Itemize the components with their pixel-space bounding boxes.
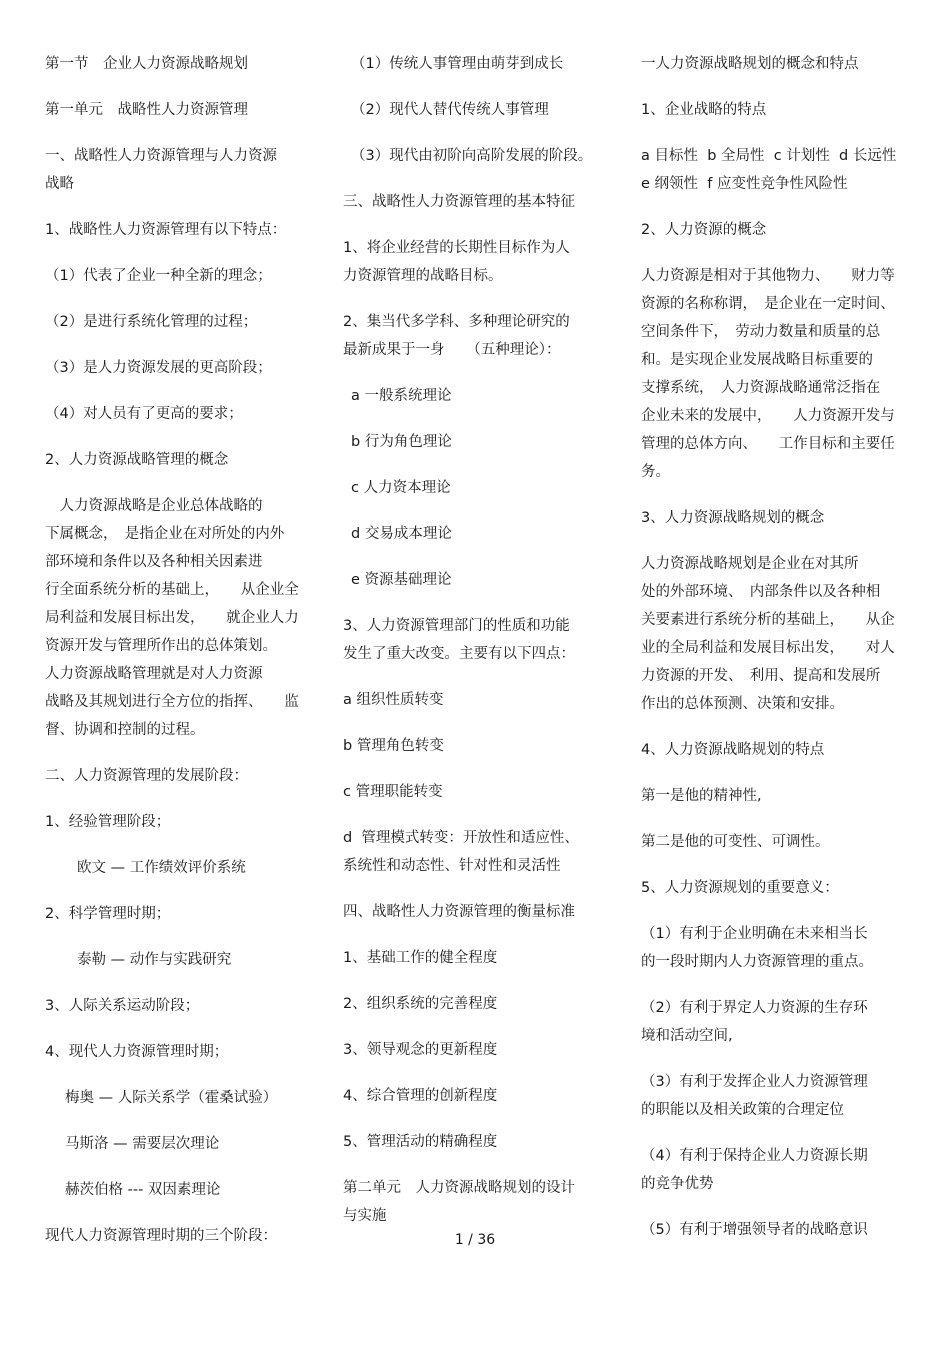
paragraph: b 管理角色转变 <box>343 738 444 754</box>
paragraph: 2、人力资源的概念 <box>641 222 767 238</box>
paragraph: a 目标性 b 全局性 c 计划性 d 长远性 e 纲领性 f 应变性竞争性风险性 <box>641 148 897 192</box>
paragraph: 5、人力资源规划的重要意义： <box>641 880 839 896</box>
paragraph: d 交易成本理论 <box>351 526 452 542</box>
paragraph: 2、集当代多学科、多种理论研究的 最新成果于一身 （五种理论）： <box>343 314 570 358</box>
paragraph: 马斯洛 — 需要层次理论 <box>65 1136 220 1152</box>
paragraph: 4、综合管理的创新程度 <box>343 1088 498 1104</box>
paragraph: b 行为角色理论 <box>351 434 452 450</box>
paragraph: 1、将企业经营的长期性目标作为人 力资源管理的战略目标。 <box>343 240 570 284</box>
paragraph: 2、科学管理时期； <box>45 906 171 922</box>
column-left <box>45 50 313 1268</box>
paragraph: 第二单元 人力资源战略规划的设计 与实施 <box>343 1180 575 1224</box>
paragraph: c 管理职能转变 <box>343 784 443 800</box>
paragraph: d 管理模式转变：开放性和适应性、 系统性和动态性、针对性和灵活性 <box>343 830 579 874</box>
paragraph: 3、人力资源管理部门的性质和功能 发生了重大改变。主要有以下四点： <box>343 618 575 662</box>
paragraph: （1）代表了企业一种全新的理念； <box>45 268 272 284</box>
paragraph: 第一是他的精神性, <box>641 788 762 804</box>
paragraph: （3）有利于发挥企业人力资源管理 的职能以及相关政策的合理定位 <box>641 1074 868 1118</box>
column-right <box>641 50 911 1262</box>
paragraph: （2）现代人替代传统人事管理 <box>351 102 549 118</box>
paragraph: 一、战略性人力资源管理与人力资源 战略 <box>45 148 277 192</box>
paragraph: 3、人力资源战略规划的概念 <box>641 510 825 526</box>
paragraph: 1、经验管理阶段； <box>45 814 171 830</box>
paragraph: 1、战略性人力资源管理有以下特点： <box>45 222 287 238</box>
paragraph: 泰勒 — 动作与实践研究 <box>77 952 232 968</box>
paragraph: （2）有利于界定人力资源的生存环 境和活动空间, <box>641 1000 868 1044</box>
paragraph: 1、基础工作的健全程度 <box>343 950 498 966</box>
paragraph: （1）有利于企业明确在未来相当长 的一段时期内人力资源管理的重点。 <box>641 926 873 970</box>
paragraph: 现代人力资源管理时期的三个阶段： <box>45 1228 277 1244</box>
paragraph: a 组织性质转变 <box>343 692 444 708</box>
paragraph: （2）是进行系统化管理的过程； <box>45 314 258 330</box>
paragraph: 人力资源是相对于其他物力、 财力等 资源的名称称谓， 是企业在一定时间、 空间条件下， 劳动力数量和质量的总 和。是实现企业发展战略目标重要的 支撑系统， 人力资源战略通常泛指在 企业未来的发展中， 人力资源开发与 管理的总体方向、 工作目标和主要任 务。 <box>641 268 895 480</box>
paragraph: 3、领导观念的更新程度 <box>343 1042 498 1058</box>
paragraph: 三、战略性人力资源管理的基本特征 <box>343 194 575 210</box>
paragraph: （3）现代由初阶向高阶发展的阶段。 <box>351 148 593 164</box>
paragraph: 二、人力资源管理的发展阶段： <box>45 768 248 784</box>
paragraph: 一人力资源战略规划的概念和特点 <box>641 56 859 72</box>
paragraph: 赫茨伯格 --- 双因素理论 <box>65 1182 221 1198</box>
paragraph: c 人力资本理论 <box>351 480 451 496</box>
paragraph: 2、人力资源战略管理的概念 <box>45 452 229 468</box>
paragraph: （5）有利于增强领导者的战略意识 <box>641 1222 868 1238</box>
page-number: 1 / 36 <box>454 1232 496 1248</box>
paragraph: （1）传统人事管理由萌芽到成长 <box>351 56 564 72</box>
paragraph: 2、组织系统的完善程度 <box>343 996 498 1012</box>
paragraph: 第一节 企业人力资源战略规划 <box>45 56 248 72</box>
paragraph: 4、人力资源战略规划的特点 <box>641 742 825 758</box>
paragraph: 四、战略性人力资源管理的衡量标准 <box>343 904 575 920</box>
paragraph: a 一般系统理论 <box>351 388 452 404</box>
column-middle <box>343 50 593 1248</box>
paragraph: （3）是人力资源发展的更高阶段； <box>45 360 272 376</box>
paragraph: 欧文 — 工作绩效评价系统 <box>77 860 246 876</box>
paragraph: 人力资源战略是企业总体战略的 下属概念， 是指企业在对所处的内外 部环境和条件以及各种相关因素进 行全面系统分析的基础上， 从企业全 局利益和发展目标出发， 就企业人力 资源开发与管理所作出的总体策划。 人力资源战略管理就是对人力资源 战略及其规划进行全方位的指挥、 监 督、协调和控制的过程。 <box>45 498 299 738</box>
paragraph: （4）有利于保持企业人力资源长期 的竞争优势 <box>641 1148 868 1192</box>
paragraph: 1、企业战略的特点 <box>641 102 767 118</box>
paragraph: （4）对人员有了更高的要求； <box>45 406 243 422</box>
paragraph: 第一单元 战略性人力资源管理 <box>45 102 248 118</box>
paragraph: 3、人际关系运动阶段； <box>45 998 200 1014</box>
paragraph: 4、现代人力资源管理时期； <box>45 1044 229 1060</box>
paragraph: 人力资源战略规划是企业在对其所 处的外部环境、 内部条件以及各种相 关要素进行系统分析的基础上， 从企 业的全局利益和发展目标出发， 对人 力资源的开发、 利用、提高和发展所 作出的总体预测、决策和安排。 <box>641 556 895 712</box>
paragraph: 梅奥 — 人际关系学（霍桑试验） <box>65 1090 278 1106</box>
paragraph: 5、管理活动的精确程度 <box>343 1134 498 1150</box>
paragraph: e 资源基础理论 <box>351 572 452 588</box>
paragraph: 第二是他的可变性、可调性。 <box>641 834 830 850</box>
